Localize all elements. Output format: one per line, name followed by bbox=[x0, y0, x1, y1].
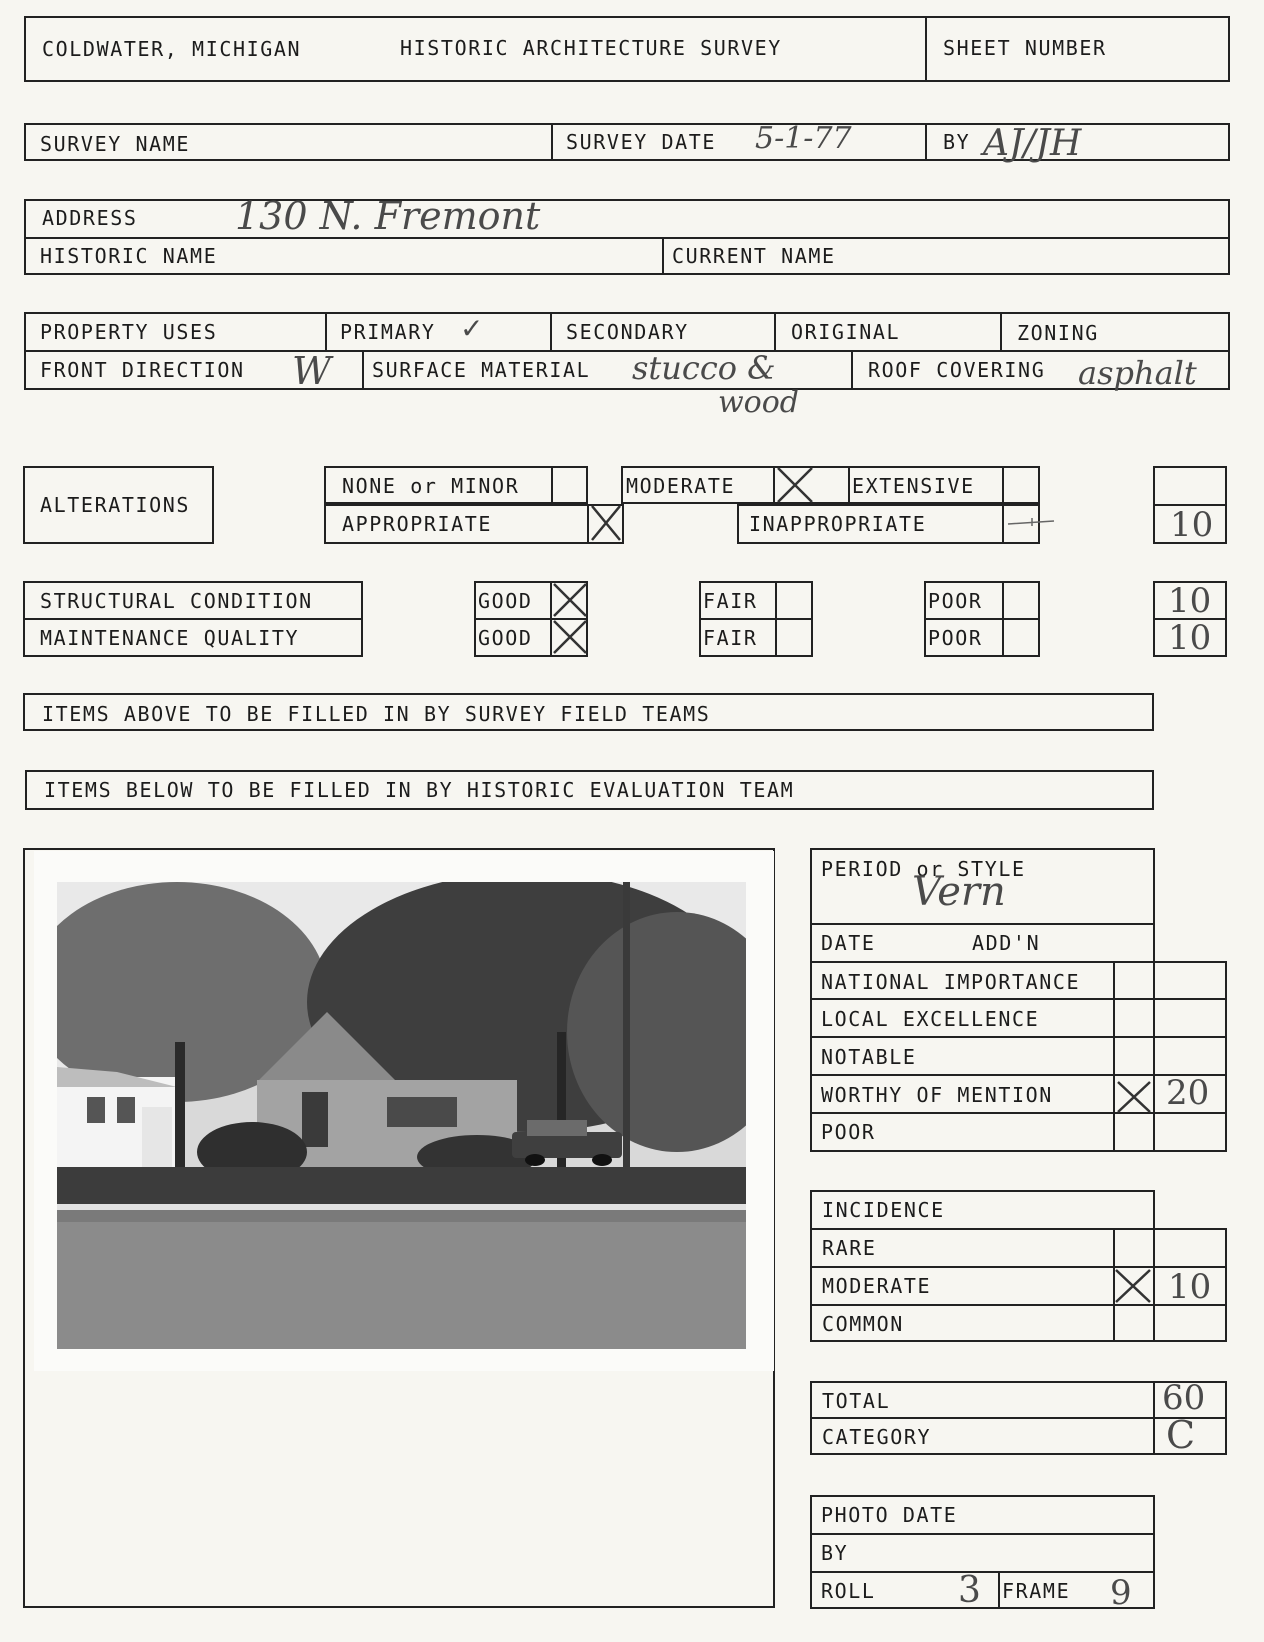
totals-divider-v bbox=[1153, 1381, 1155, 1455]
maintenance-good-x-mark[interactable] bbox=[550, 617, 590, 657]
survey-divider-1 bbox=[551, 123, 553, 161]
structural-poor-label: POOR bbox=[928, 589, 983, 613]
notable-label: NOTABLE bbox=[821, 1045, 917, 1069]
property-divider-h bbox=[24, 350, 1230, 352]
evaluation-poor-label: POOR bbox=[821, 1120, 876, 1144]
survey-date-label: SURVEY DATE bbox=[566, 130, 717, 154]
photo-info-divider-v bbox=[998, 1571, 1000, 1609]
property-divider-3 bbox=[774, 312, 776, 350]
local-excellence-label: LOCAL EXCELLENCE bbox=[821, 1007, 1040, 1031]
extensive-label: EXTENSIVE bbox=[852, 474, 975, 498]
incidence-divider-1 bbox=[810, 1228, 1155, 1230]
maintenance-quality-label: MAINTENANCE QUALITY bbox=[40, 626, 300, 650]
maintenance-fair-label: FAIR bbox=[703, 626, 758, 650]
category-value[interactable]: C bbox=[1166, 1413, 1196, 1457]
roof-covering-value[interactable]: asphalt bbox=[1078, 354, 1197, 392]
photo-date-label: PHOTO DATE bbox=[821, 1503, 958, 1527]
inappropriate-label: INAPPROPRIATE bbox=[749, 512, 927, 536]
eval-divider-2 bbox=[810, 961, 1227, 963]
none-minor-label: NONE or MINOR bbox=[342, 474, 520, 498]
worthy-x-mark[interactable] bbox=[1114, 1078, 1154, 1116]
survey-date-value[interactable]: 5-1-77 bbox=[755, 121, 852, 156]
poor-column-divider-h bbox=[924, 618, 1040, 620]
moderate-checkbox-divider-2 bbox=[848, 466, 850, 504]
eval-divider-5 bbox=[810, 1074, 1227, 1076]
structural-condition-label: STRUCTURAL CONDITION bbox=[40, 589, 313, 613]
evaluation-team-note: ITEMS BELOW TO BE FILLED IN BY HISTORIC EVALUATION TEAM bbox=[44, 778, 795, 802]
date-label: DATE bbox=[821, 931, 876, 955]
incidence-score[interactable]: 10 bbox=[1168, 1267, 1212, 1307]
category-label: CATEGORY bbox=[822, 1425, 932, 1449]
survey-name-label: SURVEY NAME bbox=[40, 132, 191, 156]
city-label: COLDWATER, MICHIGAN bbox=[42, 37, 302, 61]
house-photograph bbox=[57, 882, 746, 1349]
frame-label: FRAME bbox=[1002, 1579, 1071, 1603]
alterations-score[interactable]: 10 bbox=[1170, 505, 1214, 545]
secondary-label: SECONDARY bbox=[566, 320, 689, 344]
evaluation-score[interactable]: 20 bbox=[1166, 1073, 1210, 1113]
eval-divider-v bbox=[1153, 961, 1155, 1152]
roll-label: ROLL bbox=[821, 1579, 876, 1603]
roof-covering-label: ROOF COVERING bbox=[868, 358, 1046, 382]
primary-label: PRIMARY bbox=[340, 320, 436, 344]
eval-divider-1 bbox=[810, 923, 1155, 925]
incidence-moderate-x-mark[interactable] bbox=[1112, 1266, 1154, 1306]
alterations-label: ALTERATIONS bbox=[40, 493, 191, 517]
historic-name-label: HISTORIC NAME bbox=[40, 244, 218, 268]
photo-info-divider-2 bbox=[810, 1571, 1155, 1573]
property-divider-6 bbox=[851, 350, 853, 390]
original-label: ORIGINAL bbox=[791, 320, 901, 344]
poor-column-divider-v bbox=[1002, 581, 1004, 657]
roll-value[interactable]: 3 bbox=[958, 1570, 981, 1611]
front-direction-value[interactable]: W bbox=[292, 349, 332, 393]
incidence-label: INCIDENCE bbox=[822, 1198, 945, 1222]
total-value[interactable]: 60 bbox=[1162, 1378, 1206, 1418]
primary-checkmark[interactable]: ✓ bbox=[460, 312, 484, 345]
period-style-label: PERIOD or STYLE bbox=[821, 857, 1026, 881]
photo-by-label: BY bbox=[821, 1541, 849, 1565]
structural-score[interactable]: 10 bbox=[1168, 581, 1212, 621]
survey-by-value[interactable]: AJ/JH bbox=[983, 123, 1082, 164]
incidence-moderate-label: MODERATE bbox=[822, 1274, 932, 1298]
extensive-checkbox-divider bbox=[1002, 466, 1004, 504]
total-label: TOTAL bbox=[822, 1389, 891, 1413]
eval-divider-4 bbox=[810, 1036, 1227, 1038]
maintenance-good-label: GOOD bbox=[478, 626, 533, 650]
property-divider-5 bbox=[362, 350, 364, 390]
eval-divider-3 bbox=[810, 998, 1227, 1000]
address-value[interactable]: 130 N. Fremont bbox=[235, 194, 541, 238]
property-divider-2 bbox=[550, 312, 552, 350]
fair-column-divider-h bbox=[699, 618, 813, 620]
common-label: COMMON bbox=[822, 1312, 904, 1336]
worthy-of-mention-label: WORTHY OF MENTION bbox=[821, 1083, 1053, 1107]
national-importance-label: NATIONAL IMPORTANCE bbox=[821, 970, 1081, 994]
zoning-label: ZONING bbox=[1017, 321, 1099, 345]
property-uses-label: PROPERTY USES bbox=[40, 320, 218, 344]
form-title: HISTORIC ARCHITECTURE SURVEY bbox=[400, 36, 782, 60]
period-style-value[interactable]: Vern bbox=[912, 869, 1006, 915]
moderate-label: MODERATE bbox=[626, 474, 736, 498]
maintenance-score[interactable]: 10 bbox=[1168, 618, 1212, 658]
surface-material-value-line1[interactable]: stucco & bbox=[632, 349, 776, 387]
photo-info-divider-1 bbox=[810, 1533, 1155, 1535]
address-label: ADDRESS bbox=[42, 206, 138, 230]
survey-divider-2 bbox=[925, 123, 927, 161]
front-direction-label: FRONT DIRECTION bbox=[40, 358, 245, 382]
evaluation-score-column bbox=[1113, 961, 1227, 1152]
header-divider bbox=[925, 16, 927, 82]
frame-value[interactable]: 9 bbox=[1110, 1573, 1132, 1613]
condition-label-divider bbox=[23, 618, 363, 620]
survey-by-label: BY bbox=[943, 130, 971, 154]
surface-material-label: SURFACE MATERIAL bbox=[372, 358, 591, 382]
inappropriate-dash-mark[interactable] bbox=[1004, 512, 1060, 532]
fair-column-divider-v bbox=[775, 581, 777, 657]
identity-divider-h bbox=[24, 237, 1230, 239]
structural-good-label: GOOD bbox=[478, 589, 533, 613]
identity-divider-v bbox=[662, 237, 664, 275]
sheet-number-label: SHEET NUMBER bbox=[943, 36, 1107, 60]
appropriate-x-mark[interactable] bbox=[588, 502, 624, 544]
property-divider-1 bbox=[325, 312, 327, 350]
moderate-x-mark[interactable] bbox=[772, 464, 818, 506]
property-divider-4 bbox=[1000, 312, 1002, 350]
appropriate-label: APPROPRIATE bbox=[342, 512, 493, 536]
addn-label: ADD'N bbox=[972, 931, 1041, 955]
rare-label: RARE bbox=[822, 1236, 877, 1260]
surface-material-value-line2[interactable]: wood bbox=[718, 385, 800, 420]
incidence-divider-3 bbox=[810, 1304, 1227, 1306]
incidence-divider-2 bbox=[810, 1266, 1227, 1268]
field-teams-note: ITEMS ABOVE TO BE FILLED IN BY SURVEY FIELD TEAMS bbox=[42, 702, 711, 726]
structural-fair-label: FAIR bbox=[703, 589, 758, 613]
eval-divider-6 bbox=[810, 1112, 1227, 1114]
maintenance-poor-label: POOR bbox=[928, 626, 983, 650]
current-name-label: CURRENT NAME bbox=[672, 244, 836, 268]
none-minor-checkbox-divider bbox=[551, 466, 553, 504]
structural-good-x-mark[interactable] bbox=[550, 580, 590, 620]
